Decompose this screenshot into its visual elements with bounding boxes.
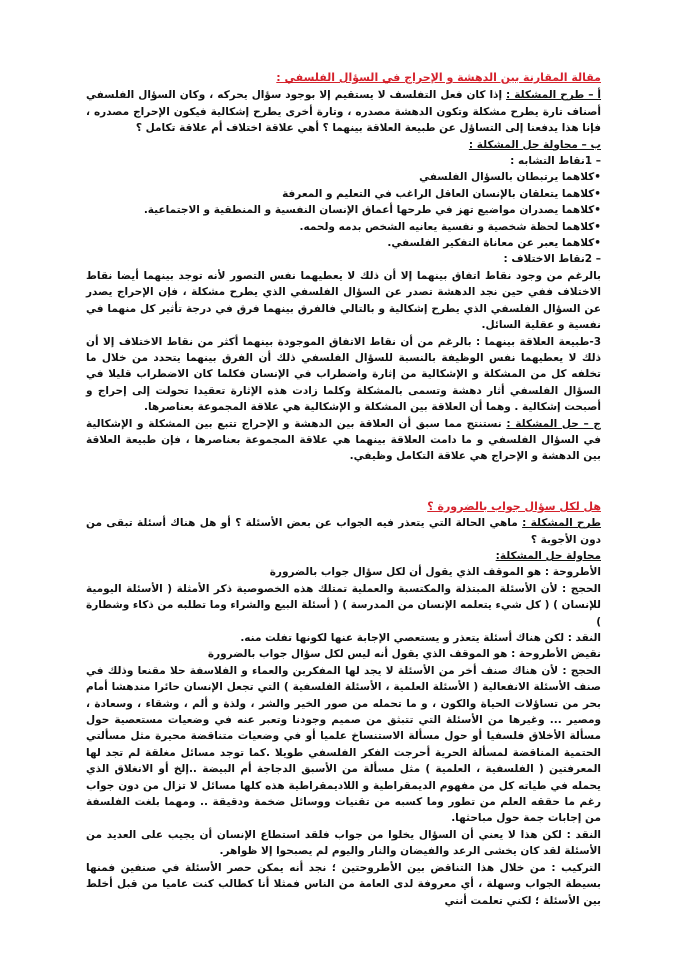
arguments-text: لأن الأسئلة المبتذلة والمكتسبة والعملية تمتلك هذه الخصوصية ذكر الأمثلة ( الأسئلة اليومية للإنسان ) ( كل شيء يتعلمه الإنسان من المدرسة ) ( أسئلة البيع والشراء وما تطلبه من ذكاء وشطارة ) xyxy=(86,582,601,628)
synthesis-label: التركيب : xyxy=(551,861,601,874)
essay-comparison xyxy=(86,70,601,465)
solution-text: نستنتج مما سبق أن العلاقة بين الدهشة و الإحراج تتبع بين المشكلة و الإشكالية في السؤال الفلسفي و ما دامت العلاقة بينهما هي علاقة المجموعة بعناصرها ، فإن طبيعة العلاقة بين الدهشة و الإحراج هي علاقة التكامل وظيفي. xyxy=(86,417,601,463)
antithesis-text: هو الموقف الذي يقول أنه ليس لكل سؤال جواب بالضرورة xyxy=(207,648,508,661)
problem-statement xyxy=(86,87,601,136)
question-attempt-heading: محاولة حل المشكلة: xyxy=(495,549,601,562)
critique-text: لكن هناك أسئلة يتعذر و يستعصي الإجابة عنها لكونها تفلت منه. xyxy=(240,632,565,644)
question-problem xyxy=(86,515,601,548)
critique-2 xyxy=(86,827,601,860)
relation-text: بالرغم من أن نقاط الاتفاق الموجودة بينهما أكثر من نقاط الاختلاف إلا أن ذلك لا يعطيهما نفس الوظيفة بالنسبة للسؤال الفلسفي ذلك أن الفرق بينهما يتحدد من خلال ما تخلفه كل من المشكلة و الإشكالية من إثارة واضطراب في الإنسان فكلما كان الاضطراب قليلا في السؤال الفلسفي أثار دهشة وتسمى بالمشكلة وكلما زادت هذه الإثارة تعقيدا تحولت إلى إحراج و أصبحت إشكالية . وهما أن العلاقة بين المشكلة و الإشكالية هي علاقة المجموعة بعناصرها. xyxy=(86,335,601,414)
critique xyxy=(86,630,601,646)
arguments xyxy=(86,581,601,630)
critique2-label: النقد : xyxy=(566,828,602,841)
problem-text: إذا كان فعل التفلسف لا يستقيم إلا بوجود سؤال يحركه ، وكان السؤال الفلسفي أصناف تارة يطرح مشكلة وتكون الدهشة مصدره ، وتارة أخرى يطرح إشكالية فيكون الإحراج مصدره ، فإنا هذا يدفعنا إلى التساؤل عن طبيعة العلاقة بينهما ؟ أهي علاقة اختلاف أم علاقة تكامل ؟ xyxy=(86,89,601,135)
question-problem-text: ماهي الحالة التي يتعذر فيه الجواب عن بعض الأسئلة ؟ أو هل هناك أسئلة تبقى من دون الأجوبة ؟ xyxy=(86,517,601,546)
section-gap xyxy=(86,465,601,499)
critique-label: النقد : xyxy=(567,632,601,644)
similarity-item: •كلاهما يصدران مواضيع تهز في طرحها أعماق الإنسان النفسية و المنطقية و الاجتماعية. xyxy=(143,204,601,217)
thesis-label: الأطروحة : xyxy=(544,566,601,579)
arguments2-label: الحجج : xyxy=(562,664,601,677)
synthesis xyxy=(86,860,601,909)
essay-question xyxy=(86,499,601,909)
problem-label: أ – طرح المشكلة : xyxy=(506,89,602,102)
critique2-text: لكن هذا لا يعني أن السؤال يخلوا من جواب فلقد استطاع الإنسان أن يجيب على العديد من الأسئلة لقد كان يخشى الرعد والفيضان والنار واليوم لم يصبحوا إلا ظواهر. xyxy=(86,828,601,858)
question-problem-label: طرح المشكلة : xyxy=(522,517,602,530)
solution-paragraph xyxy=(86,416,601,465)
synthesis-text: من خلال هذا التناقض بين الأطروحتين ؛ نجد أنه يمكن حصر الأسئلة في صنفين فمنها بسيطة الجواب وسهلة ، أي معروفة لدى العامة من الناس فمثلا أنا كطالب كنت عاميا من قبل أخلط بين الأسئلة ؛ لكني تعلمت أنني xyxy=(86,861,601,907)
arguments-label: الحجج : xyxy=(562,582,601,595)
difference-heading: – 2نقاط الاختلاف : xyxy=(503,253,601,266)
antithesis-label: نقيض الأطروحة : xyxy=(511,648,601,661)
similarity-item: •كلاهما لحظة شخصية و نفسية يعانيه الشخص بدمه ولحمه. xyxy=(299,220,601,233)
relation-label: 3-طبيعة العلاقة بينهما : xyxy=(475,335,601,348)
attempt-heading: ب – محاولة حل المشكلة : xyxy=(468,138,601,151)
thesis-text: هو الموقف الذي يقول أن لكل سؤال جواب بالضرورة xyxy=(269,566,542,579)
question-title: هل لكل سؤال جواب بالضرورة ؟ xyxy=(427,499,601,513)
solution-label: ج – حل المشكلة : xyxy=(506,417,601,430)
similarity-item: •كلاهما يرتبطان بالسؤال الفلسفي xyxy=(419,171,601,184)
similarity-item: •كلاهما يتعلقان بالإنسان العاقل الراغب في التعليم و المعرفة xyxy=(282,187,601,200)
relation-paragraph xyxy=(86,334,601,416)
similarity-heading: – 1نقاط التشابه : xyxy=(510,155,601,168)
essay-title: مقالة المقارنة بين الدهشة و الإحراج في السؤال الفلسفي : xyxy=(276,71,601,84)
antithesis xyxy=(86,646,601,662)
arguments-2 xyxy=(86,663,601,827)
difference-text: بالرغم من وجود نقاط اتفاق بينهما إلا أن ذلك لا يعطيهما نفس التصور لأنه توجد بينهما أيضا نقاط الاختلاف ففي حين نجد الدهشة تصدر عن السؤال الفلسفي الذي يطرح مشكلة ، فإن الإحراج يصدر عن السؤال الفلسفي الذي يطرح إشكالية و بالتالي فالفرق بينهما فرق في درجة تأثير كل منهما في نفسية و عقلية السائل. xyxy=(86,269,601,332)
thesis xyxy=(86,564,601,580)
similarity-item: •كلاهما يعبر عن معاناة التفكير الفلسفي. xyxy=(387,237,601,250)
arguments2-text: لأن هناك صنف أخر من الأسئلة لا يجد لها المفكرين والعماء و الفلاسفة حلا مقنعا وذلك في صنف الأسئلة الانفعالية ( الأسئلة العلمية ، الأسئلة الفلسفية ) التي تجعل الإنسان حائرا مندهشا أمام بحر من تساؤلات الحياة والكون ، و ما تحمله من صور الخير والشر ، ولذة و ألم ، وشقاء ، وسعادة ، ومصير ... وغيرها من الأسئلة التي تتبثق من صميم وجودنا وتعبر عنه في وضعيات مستعصية حول مسألة الأخلاق فلسفيا أو حول مسألة الاستنساخ علميا أو في وضعيات متناقضة محيرة مثل مسألتي الحتمية المناقضة لمسألة الحرية أحرجت الفكر الفلسفي طويلا .كما توجد مسائل مغلقة لم تجد لها المعرفتين ( الفلسفية ، العلمية ) مثل مسألة من الأسبق الدجاجة أم البيضة ..إلخ أو الانغلاق الذي يحمله في طياته كل من مفهوم الديمقراطية و اللاديمقراطية هذه كلها مسائل لا تزال من دون جواب رغم ما حققه العلم من تطور وما كسبه من تقنيات ووسائل ضخمة ودقيقة .. ومهما بلغت الفلسفة من إجابات جمة حول مباحثها. xyxy=(86,664,601,825)
